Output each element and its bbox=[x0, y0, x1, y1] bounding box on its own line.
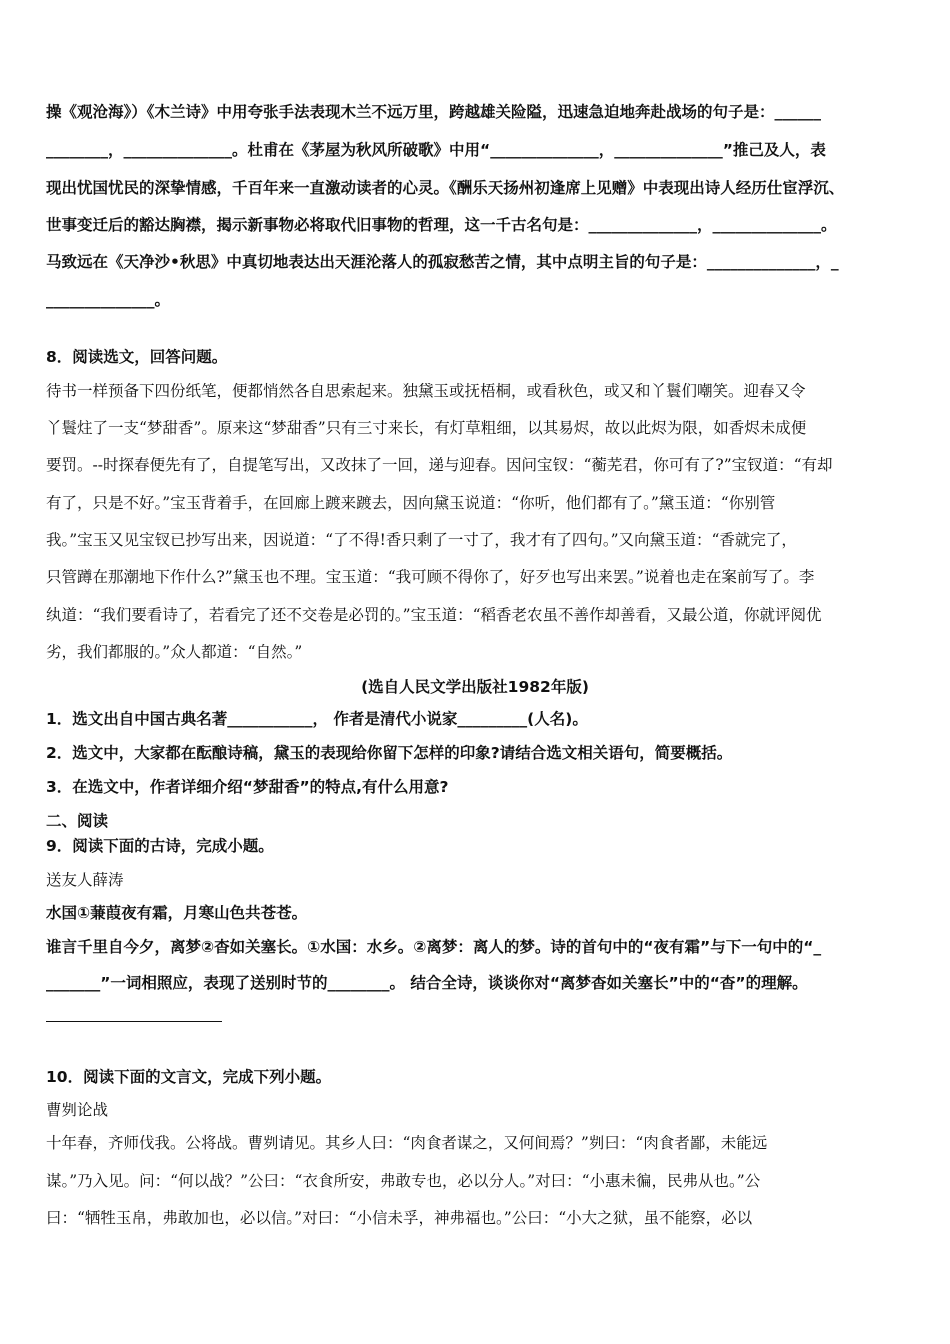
q8-source: (选自人民文学出版社1982年版) bbox=[361, 678, 589, 696]
q9-heading: 9．阅读下面的古诗，完成小题。 bbox=[46, 837, 274, 855]
q9-poem-title: 送友人薛涛 bbox=[46, 871, 124, 889]
q7-line-5: 马致远在《天净沙•秋思》中真切地表达出天涯沦落人的孤寂愁苦之情，其中点明主旨的句子是：______________，_ bbox=[46, 253, 839, 271]
q8-question-2: 2．选文中，大家都在酝酿诗稿，黛玉的表现给你留下怎样的印象?请结合选文相关语句，简要概括。 bbox=[46, 744, 733, 762]
q8-question-1: 1．选文出自中国古典名著___________， 作者是清代小说家_________(人名)。 bbox=[46, 710, 588, 728]
q10-title: 曹刿论战 bbox=[46, 1101, 109, 1119]
q8-question-3: 3．在选文中，作者详细介绍“梦甜香”的特点,有什么用意? bbox=[46, 778, 449, 796]
q9-text-line: _______”一词相照应，表现了送别时节的________。 结合全诗，谈谈你对“离梦杳如关塞长”中的“杳”的理解。 bbox=[46, 974, 808, 992]
q10-passage-line: 十年春，齐师伐我。公将战。曹刿请见。其乡人曰：“肉食者谋之，又何间焉？”刿曰：“肉食者鄙，未能远 bbox=[46, 1134, 768, 1152]
q8-passage-line: 我。”宝玉又见宝钗已抄写出来，因说道：“了不得!香只剩了一寸了，我才有了四句。”又向黛玉道：“香就完了， bbox=[46, 531, 797, 549]
q9-text-line: 谁言千里自今夕，离梦②杳如关塞长。①水国：水乡。②离梦：离人的梦。诗的首句中的“夜有霜”与下一句中的“_ bbox=[46, 938, 822, 956]
q8-passage-line: 只管蹲在那潮地下作什么?”黛玉也不理。宝玉道：“我可顾不得你了，好歹也写出来罢。”说着也走在案前写了。李 bbox=[46, 568, 815, 586]
answer-line bbox=[46, 1021, 222, 1022]
q8-passage-line: 纨道：“我们要看诗了，若看完了还不交卷是必罚的。”宝玉道：“稻香老农虽不善作却善看，又最公道，你就评阅优 bbox=[46, 606, 822, 624]
q7-line-3: 现出忧国忧民的深挚情感，千百年来一直激动读者的心灵。《酬乐天扬州初逢席上见赠》中表现出诗人经历仕宦浮沉、 bbox=[46, 179, 845, 197]
q10-passage-line: 曰：“牺牲玉帛，弗敢加也，必以信。”对曰：“小信未孚，神弗福也。”公曰：“小大之狱，虽不能察，必以 bbox=[46, 1209, 753, 1227]
q10-heading: 10．阅读下面的文言文，完成下列小题。 bbox=[46, 1068, 332, 1086]
q8-passage-line: 劣，我们都服的。”众人都道：“自然。” bbox=[46, 643, 303, 661]
q9-poem-line: 水国①蒹葭夜有霜，月寒山色共苍苍。 bbox=[46, 904, 308, 922]
q8-passage-line: 待书一样预备下四份纸笔，便都悄然各自思索起来。独黛玉或抚梧桐，或看秋色，或又和丫鬟们嘲笑。迎春又令 bbox=[46, 382, 806, 400]
q8-passage-line: 丫鬟炷了一支“梦甜香”。原来这“梦甜香”只有三寸来长，有灯草粗细，以其易烬，故以此烬为限，如香烬未成便 bbox=[46, 419, 807, 437]
section-title: 二、阅读 bbox=[46, 812, 109, 830]
q7-line-4: 世事变迁后的豁达胸襟，揭示新事物必将取代旧事物的哲理，这一千古名句是：______________，______________。 bbox=[46, 216, 837, 234]
q8-passage-line: 要罚。--时探春便先有了，自提笔写出，又改抹了一回，递与迎春。因问宝钗：“蘅芜君，你可有了?”宝钗道：“有却 bbox=[46, 456, 833, 474]
q7-line-1: 操《观沧海》）《木兰诗》中用夸张手法表现木兰不远万里，跨越雄关险隘，迅速急迫地奔赴战场的句子是：______ bbox=[46, 103, 822, 121]
q10-passage-line: 谋。”乃入见。问：“何以战？”公曰：“衣食所安，弗敢专也，必以分人。”对曰：“小惠未徧，民弗从也。”公 bbox=[46, 1172, 761, 1190]
q8-heading: 8．阅读选文，回答问题。 bbox=[46, 348, 228, 366]
q7-line-6: ______________。 bbox=[46, 291, 171, 309]
q8-passage-line: 有了，只是不好。”宝玉背着手，在回廊上踱来踱去，因向黛玉说道：“你听，他们都有了。”黛玉道：“你别管 bbox=[46, 494, 776, 512]
q7-line-2: ________，______________。杜甫在《茅屋为秋风所破歌》中用“______________，______________”推己及人，表 bbox=[46, 141, 826, 159]
